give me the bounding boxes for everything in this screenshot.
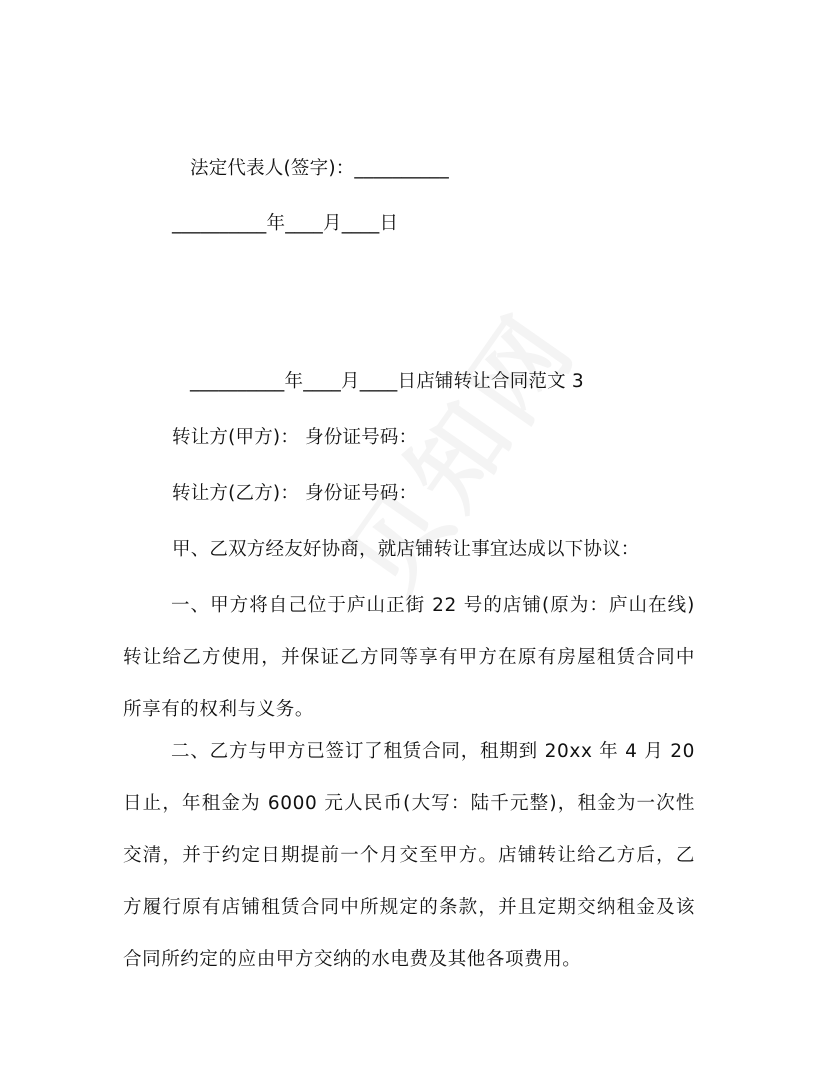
signature-date: __________年____月____日 [172,213,399,234]
party-b-line: 转让方(乙方)： 身份证号码： [172,483,418,504]
clause-2: 二、乙方与甲方已签订了租赁合同，租期到 20xx 年 4 月 20 日止，年租金为 6000 元人民币(大写：陆千元整)，租金为一次性交清，并于约定日期提前一个月交至甲方。店铺转让给乙方后，乙方履行原有店铺租赁合同中所规定的条款，并且定期交纳租金及该合同所约定的应由甲方交纳的水电费及其他各项费用。 [123,741,695,970]
document-title: __________年____月____日店铺转让合同范文 3 [190,371,584,392]
legal-representative-signature: 法定代表人(签字)：__________ [190,158,449,179]
party-a-line: 转让方(甲方)： 身份证号码： [172,427,418,448]
clause-1: 一、甲方将自己位于庐山正街 22 号的店铺(原为：庐山在线)转让给乙方使用，并保证乙方同等享有甲方在原有房屋租赁合同中所享有的权利与义务。 [123,595,695,720]
intro-line: 甲、乙双方经友好协商，就店铺转让事宜达成以下协议： [172,539,640,560]
